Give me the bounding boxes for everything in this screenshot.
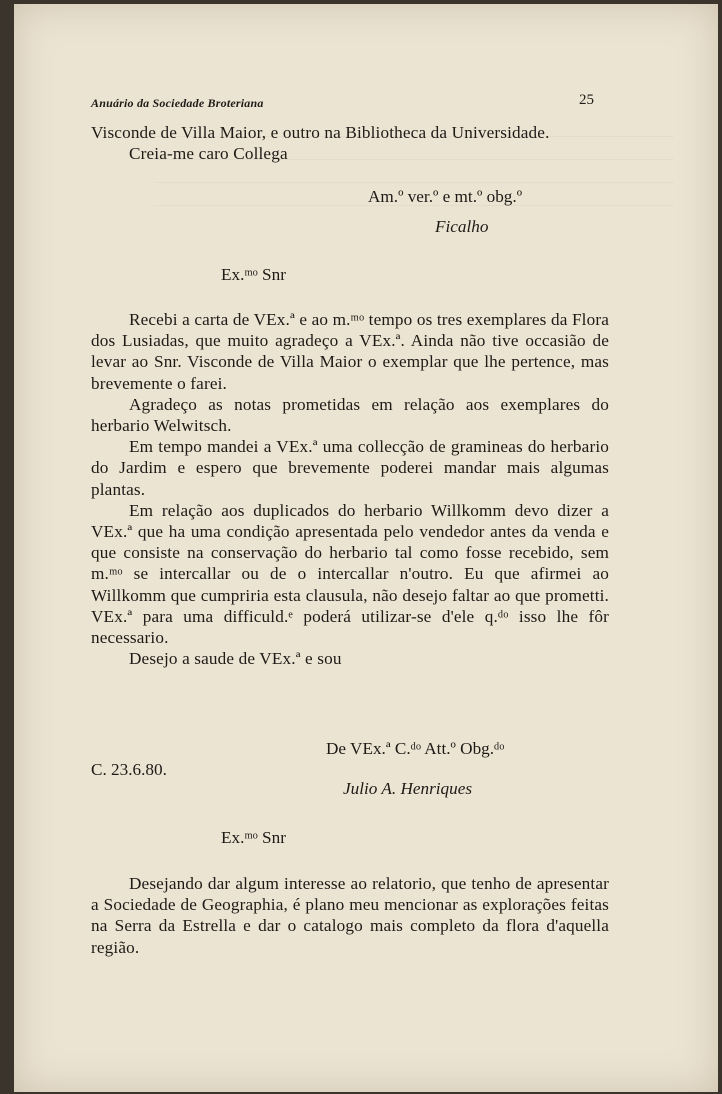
letter2-salutation: Ex.ᵐᵒ Snr xyxy=(221,265,286,284)
letter2-paragraph: Em relação aos duplicados do herbario Willkomm devo dizer a VEx.ª que ha uma condição apresentada pelo vendedor antes da venda e que consiste na conservação do herbario tal como fosse recebido, sem m.ᵐᵒ se intercallar ou de o intercallar n'outro. Eu que afirmei ao Willkomm que cumpriria esta clausula, não desejo faltar ao que prometti. VEx.ª para uma difficuld.ᵉ poderá utilizar-se d'ele q.ᵈᵒ isso lhe fôr necessario. xyxy=(91,500,609,648)
letter2-paragraph: Agradeço as notas prometidas em relação aos exemplares do herbario Welwitsch. xyxy=(91,394,609,436)
letter2-paragraph: Em tempo mandei a VEx.ª uma collecção de gramineas do herbario do Jardim e espero que brevemente poderei mandar mais algumas plantas. xyxy=(91,437,609,499)
letter2-signature: Julio A. Henriques xyxy=(343,779,473,798)
document-page xyxy=(14,4,718,1092)
letter1-body xyxy=(91,122,609,164)
letter1-closing: Am.º ver.º e mt.º obg.º xyxy=(368,187,523,206)
letter2-paragraph: Recebi a carta de VEx.ª e ao m.ᵐᵒ tempo os tres exemplares da Flora dos Lusiadas, que muito agradeço a VEx.ª. Ainda não tive occasião de levar ao Snr. Visconde de Villa Maior o exemplar que lhe pertence, mas brevemente o farei. xyxy=(91,310,609,393)
letter3-paragraph: Desejando dar algum interesse ao relatorio, que tenho de apresentar a Sociedade de Geographia, é plano meu mencionar as explorações feitas na Serra da Estrella e dar o catalogo mais completo da flora d'aquella região. xyxy=(91,874,609,957)
letter1-signature: Ficalho xyxy=(435,217,489,236)
page-header xyxy=(91,92,592,114)
letter2-body xyxy=(91,309,609,669)
letter1-paragraph: Visconde de Villa Maior, e outro na Bibliotheca da Universidade. xyxy=(91,123,550,142)
running-head: Anuário da Sociedade Broteriana xyxy=(91,96,264,110)
letter2-date: C. 23.6.80. xyxy=(91,760,167,779)
letter3-salutation: Ex.ᵐᵒ Snr xyxy=(221,828,286,847)
page-number: 25 xyxy=(579,92,594,108)
letter3-body xyxy=(91,873,609,958)
letter2-paragraph: Desejo a saude de VEx.ª e sou xyxy=(129,649,342,669)
letter1-paragraph: Creia-me caro Collega xyxy=(129,144,288,164)
letter2-closing: De VEx.ª C.ᵈᵒ Att.º Obg.ᵈᵒ xyxy=(326,739,505,758)
